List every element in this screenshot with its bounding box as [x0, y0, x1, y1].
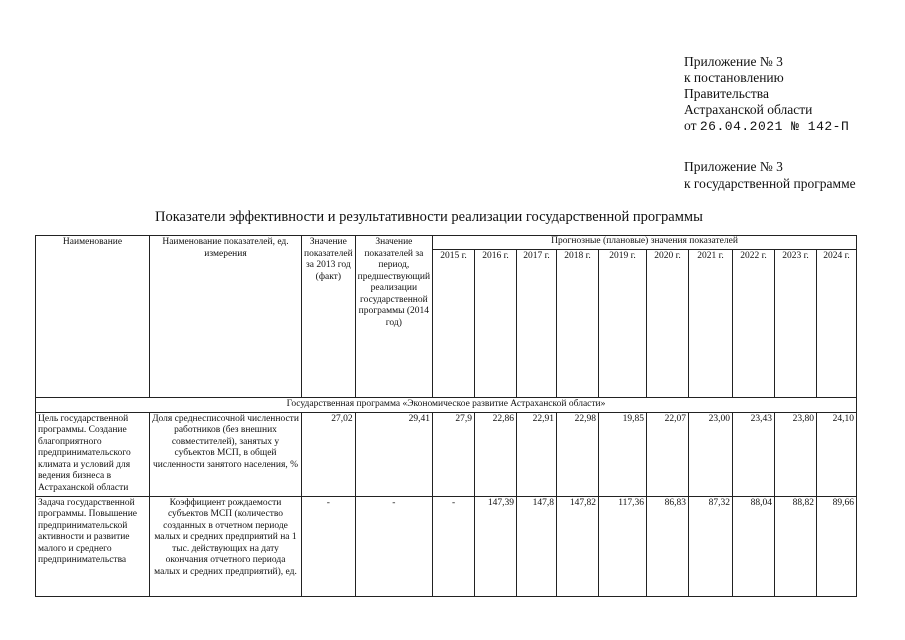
col-header-value-2013: Значение показателей за 2013 год (факт)	[302, 236, 356, 398]
row-year-value: 27,9	[433, 412, 475, 496]
row-year-value: 19,85	[599, 412, 647, 496]
row-year-value: 23,80	[775, 412, 817, 496]
row-name: Задача государственной программы. Повышение предпринимательской активности и развитие малого и среднего предпринимательства	[36, 496, 150, 596]
table-row	[36, 496, 857, 596]
row-year-value: 22,07	[647, 412, 689, 496]
col-header-value-period: Значение показателей за период, предшествующий реализации государственной программы (2014 год)	[355, 236, 432, 398]
row-year-value: 23,00	[689, 412, 733, 496]
header-line: Приложение № 3	[684, 54, 783, 69]
row-value-2013: 27,02	[302, 412, 356, 496]
col-header-year: 2019 г.	[599, 250, 647, 398]
header-line: Правительства	[684, 86, 769, 101]
header-date-line	[684, 118, 849, 135]
row-indicator: Коэффициент рождаемости субъектов МСП (количество созданных в отчетном периоде малых и средних предприятий на 1 тыс. действующих на дату окончания отчетного периода малых и средних предприятий), ед.	[150, 496, 302, 596]
row-year-value: 147,39	[475, 496, 517, 596]
row-value-period: -	[355, 496, 432, 596]
row-year-value: 24,10	[817, 412, 857, 496]
row-value-2013: -	[302, 496, 356, 596]
row-year-value: 147,8	[517, 496, 557, 596]
col-header-name: Наименование	[36, 236, 150, 398]
indicators-table	[35, 235, 857, 597]
col-header-year: 2017 г.	[517, 250, 557, 398]
row-year-value: 89,66	[817, 496, 857, 596]
approval-header	[684, 54, 849, 135]
row-year-value: 87,32	[689, 496, 733, 596]
row-year-value: -	[433, 496, 475, 596]
row-year-value: 147,82	[557, 496, 599, 596]
date-stamp: 26.04.2021 № 142-П	[699, 119, 850, 134]
row-name: Цель государственной программы. Создание благоприятного предпринимательского климата и условий для ведения бизнеса в Астраханской области	[36, 412, 150, 496]
row-year-value: 22,98	[557, 412, 599, 496]
col-header-year: 2020 г.	[647, 250, 689, 398]
row-year-value: 22,91	[517, 412, 557, 496]
col-header-year: 2021 г.	[689, 250, 733, 398]
document-title: Показатели эффективности и результативности реализации государственной программы	[155, 209, 703, 225]
col-header-indicator: Наименование показателей, ед. измерения	[150, 236, 302, 398]
date-prefix: от	[684, 118, 697, 133]
col-header-year: 2024 г.	[817, 250, 857, 398]
col-header-year: 2016 г.	[475, 250, 517, 398]
col-header-year: 2018 г.	[557, 250, 599, 398]
program-header	[684, 158, 856, 192]
col-header-year: 2023 г.	[775, 250, 817, 398]
col-header-year: 2022 г.	[733, 250, 775, 398]
row-year-value: 86,83	[647, 496, 689, 596]
row-year-value: 88,04	[733, 496, 775, 596]
table-row	[36, 412, 857, 496]
row-indicator: Доля среднесписочной численности работников (без внешних совместителей), занятых у субъектов МСП, в общей численности занятого населения, %	[150, 412, 302, 496]
col-header-forecast: Прогнозные (плановые) значения показателей	[433, 236, 857, 250]
program-row: Государственная программа «Экономическое развитие Астраханской области»	[36, 398, 857, 413]
header-line: к постановлению	[684, 70, 784, 85]
row-value-period: 29,41	[355, 412, 432, 496]
row-year-value: 117,36	[599, 496, 647, 596]
header2-line: к государственной программе	[684, 176, 856, 191]
header-line: Астраханской области	[684, 102, 813, 117]
row-year-value: 88,82	[775, 496, 817, 596]
row-year-value: 22,86	[475, 412, 517, 496]
col-header-year: 2015 г.	[433, 250, 475, 398]
header2-line: Приложение № 3	[684, 159, 783, 174]
row-year-value: 23,43	[733, 412, 775, 496]
